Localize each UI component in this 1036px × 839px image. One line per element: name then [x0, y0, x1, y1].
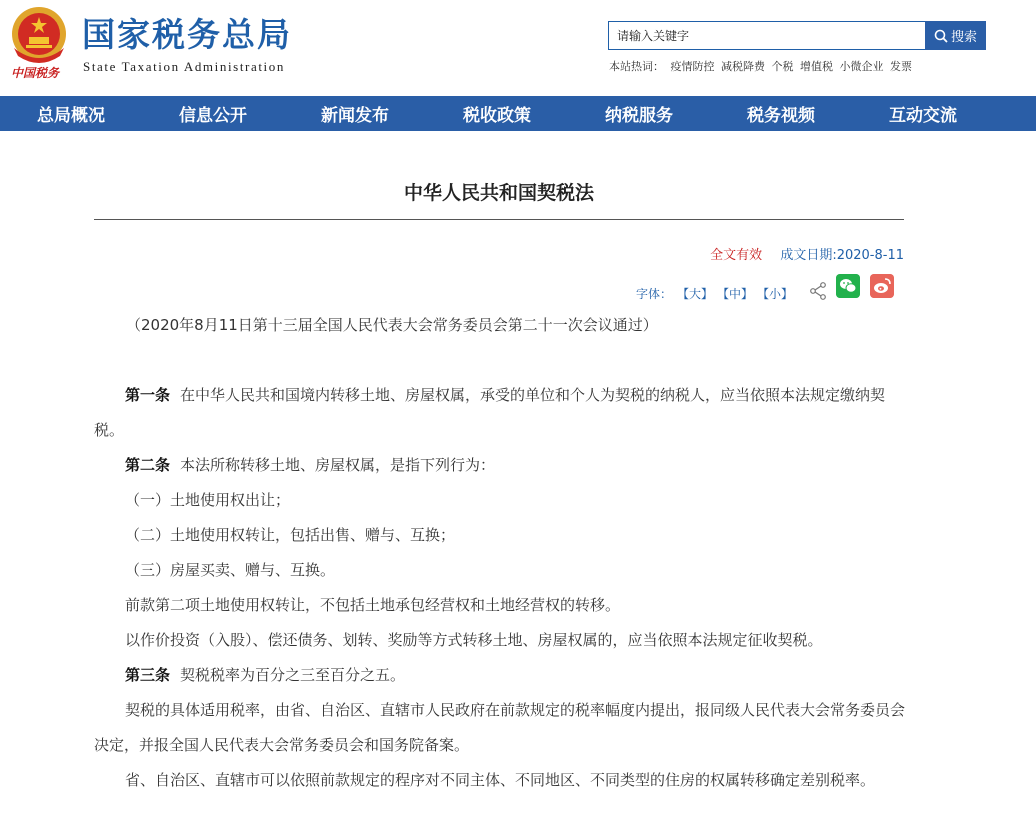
- article-label: 第一条: [125, 386, 171, 404]
- list-item: （二）土地使用权转让，包括出售、赠与、互换；: [125, 526, 456, 544]
- nav-item-tax-service[interactable]: 纳税服务: [605, 106, 673, 126]
- hot-keywords: [609, 58, 915, 74]
- font-size-large-button[interactable]: 【大】: [677, 287, 714, 301]
- article-text: 契税税率为百分之三至百分之五。: [180, 666, 406, 684]
- china-tax-seal: 中国税务: [11, 66, 60, 80]
- site-header: [0, 0, 1036, 96]
- hot-keyword-link[interactable]: 增值税: [800, 60, 833, 73]
- article-meta: [710, 244, 904, 263]
- nav-item-news[interactable]: 新闻发布: [321, 106, 389, 126]
- title-divider: [94, 219, 904, 220]
- national-emblem-icon: [8, 4, 70, 66]
- article-title: 中华人民共和国契税法: [403, 182, 594, 204]
- hot-keywords-label: 本站热词：: [609, 60, 664, 73]
- session-note: （2020年8月11日第十三届全国人民代表大会常务委员会第二十一次会议通过）: [126, 316, 658, 334]
- wechat-icon[interactable]: [836, 274, 860, 298]
- weibo-icon[interactable]: [870, 274, 894, 298]
- font-size-small-button[interactable]: 【小】: [757, 287, 794, 301]
- main-nav: [0, 96, 1036, 131]
- list-item: （一）土地使用权出让；: [125, 491, 291, 509]
- search-button-label: 搜索: [950, 30, 977, 45]
- hot-keyword-link[interactable]: 疫情防控: [670, 60, 715, 73]
- hot-keyword-link[interactable]: 发票: [890, 60, 912, 73]
- hot-keyword-link[interactable]: 个税: [771, 60, 794, 73]
- search-icon: [934, 29, 948, 43]
- article-label: 第三条: [125, 666, 171, 684]
- article-text: 在中华人民共和国境内转移土地、房屋权属，承受的单位和个人为契税的纳税人，应当依照本法规定缴纳契税。: [94, 386, 886, 439]
- search-input[interactable]: [608, 21, 926, 50]
- paragraph: 契税的具体适用税率，由省、自治区、直辖市人民政府在前款规定的税率幅度内提出，报同级人民代表大会常务委员会决定，并报全国人民代表大会常务委员会和国务院备案。: [94, 701, 906, 754]
- nav-item-overview[interactable]: 总局概况: [37, 106, 105, 126]
- article-2: [94, 448, 906, 483]
- font-size-label: 字体：: [636, 287, 673, 301]
- article-3: [94, 658, 906, 693]
- search-button[interactable]: [925, 21, 986, 50]
- article-label: 第二条: [125, 456, 171, 474]
- site-title[interactable]: 国家税务总局: [82, 15, 292, 54]
- hot-keyword-link[interactable]: 小微企业: [839, 60, 884, 73]
- article-text: 本法所称转移土地、房屋权属，是指下列行为：: [180, 456, 496, 474]
- paragraph: 以作价投资（入股）、偿还债务、划转、奖励等方式转移土地、房屋权属的，应当依照本法规定征收契税。: [125, 631, 823, 649]
- article-body: [94, 308, 906, 798]
- nav-item-tax-video[interactable]: 税务视频: [747, 106, 815, 126]
- validity-status: 全文有效: [710, 248, 763, 263]
- nav-item-info-disclosure[interactable]: 信息公开: [179, 106, 247, 126]
- article-tools: [636, 274, 906, 302]
- site-subtitle: State Taxation Administration: [83, 59, 285, 74]
- paragraph: 前款第二项土地使用权转让，不包括土地承包经营权和土地经营权的转移。: [125, 596, 621, 614]
- font-size-medium-button[interactable]: 【中】: [717, 287, 754, 301]
- share-icon[interactable]: [808, 281, 828, 301]
- article-1: [94, 378, 906, 448]
- nav-item-interaction[interactable]: 互动交流: [889, 106, 957, 126]
- issue-date: 成文日期:2020-8-11: [780, 248, 904, 263]
- paragraph: 省、自治区、直辖市可以依照前款规定的程序对不同主体、不同地区、不同类型的住房的权属转移确定差别税率。: [125, 771, 876, 789]
- list-item: （三）房屋买卖、赠与、互换。: [125, 561, 336, 579]
- nav-item-tax-policy[interactable]: 税收政策: [463, 106, 531, 126]
- hot-keyword-link[interactable]: 减税降费: [721, 60, 765, 73]
